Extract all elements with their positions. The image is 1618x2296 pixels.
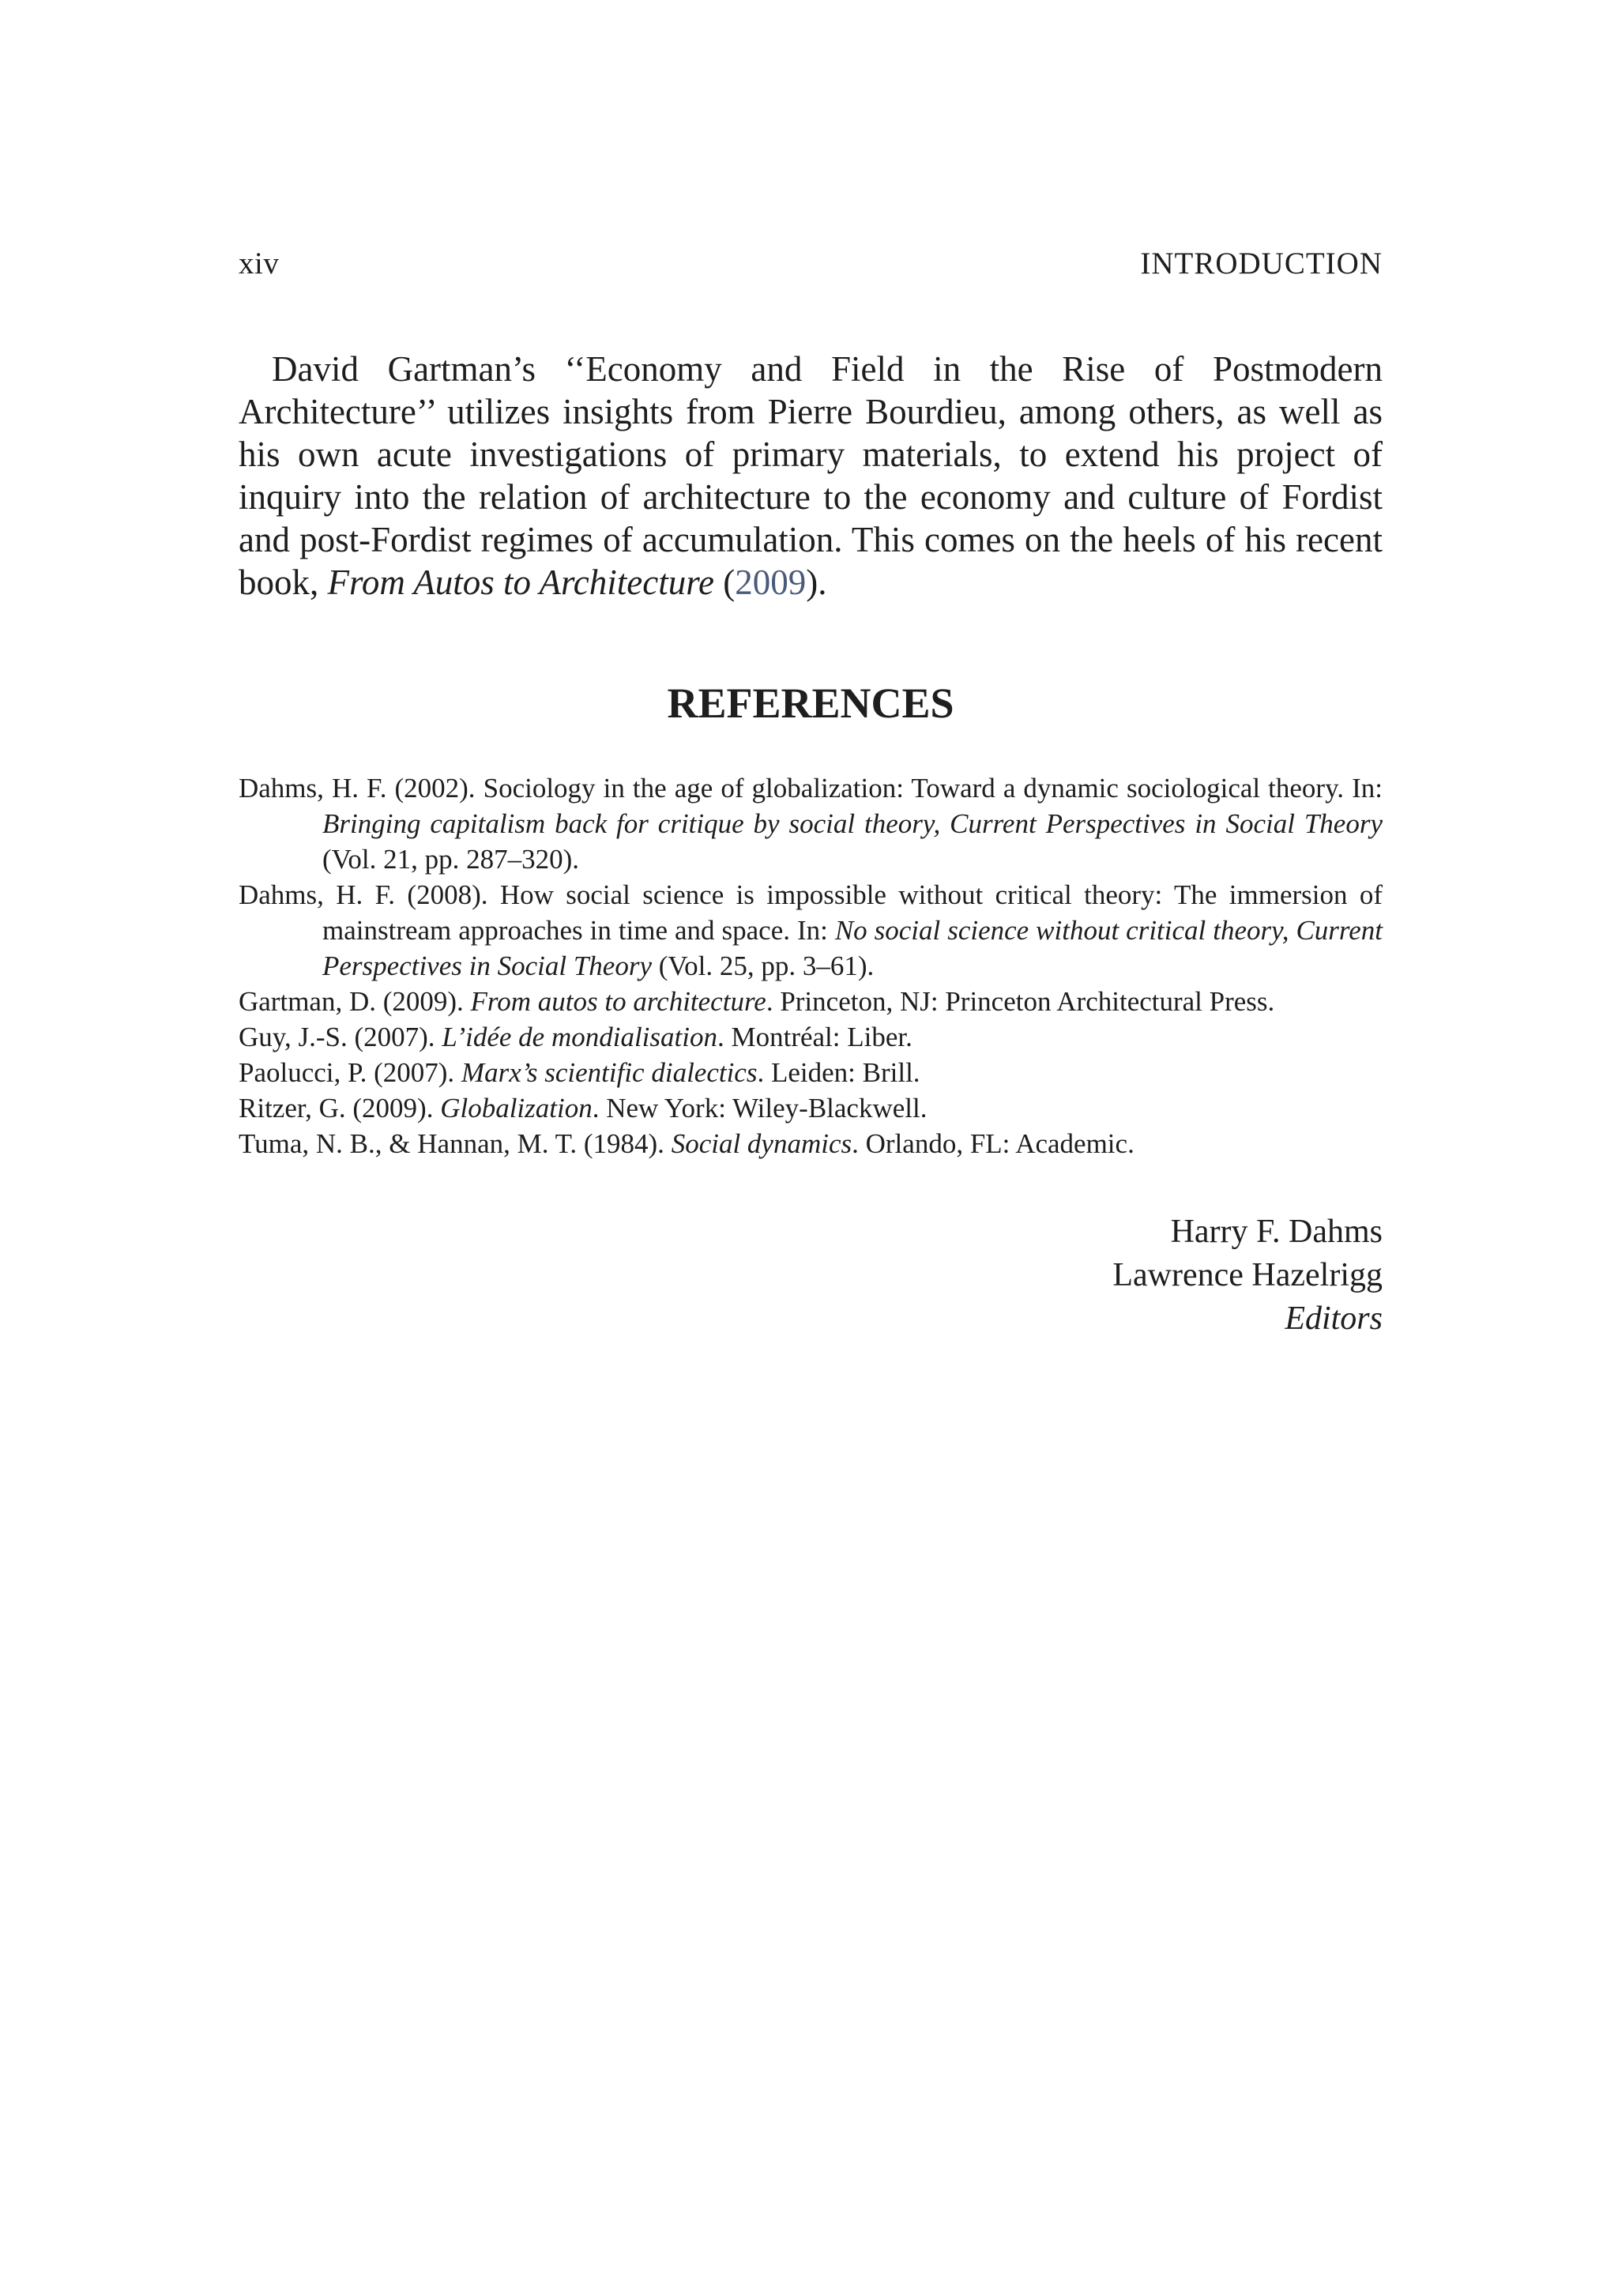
paragraph-text: David Gartman’s ‘‘Economy and Field in the Rise of Postmodern Architecture’’ utilizes insights from Pierre Bourdieu, among others, as well as his own acute investigations of primary materials, to extend his project of inquiry into the relation of architecture to the economy and culture of Fordist and post-Fordist regimes of accumulation. This comes on the heels of his recent book, <box>239 349 1383 602</box>
reference-text: (Vol. 21, pp. 287–320). <box>322 844 580 875</box>
reference-text: . Princeton, NJ: Princeton Architectural Press. <box>766 986 1275 1017</box>
reference-italic-title: Social dynamics <box>671 1128 852 1159</box>
reference-text: Dahms, H. F. (2002). Sociology in the age of globalization: Toward a dynamic sociological theory. In: <box>239 773 1383 804</box>
book-title: From Autos to Architecture <box>327 563 715 602</box>
editors-role: Editors <box>1285 1300 1383 1337</box>
reference-item <box>239 984 1383 1019</box>
editor-name: Lawrence Hazelrigg <box>1112 1257 1383 1293</box>
reference-italic-title: No social science without critical theory, Current Perspectives in Social Theory <box>322 915 1383 981</box>
citation-open: ( <box>714 563 736 602</box>
reference-list <box>239 770 1383 1161</box>
reference-item <box>239 1055 1383 1090</box>
references-heading: REFERENCES <box>667 679 954 727</box>
reference-text: Ritzer, G. (2009). <box>239 1093 441 1124</box>
reference-item <box>239 877 1383 984</box>
reference-item <box>239 1019 1383 1055</box>
reference-text: (Vol. 25, pp. 3–61). <box>651 950 875 981</box>
reference-item <box>239 1090 1383 1126</box>
citation-close: ). <box>806 563 827 602</box>
reference-text: . Leiden: Brill. <box>757 1057 920 1088</box>
reference-italic-title: Marx’s scientific dialectics <box>461 1057 758 1088</box>
page-number: xiv <box>239 247 280 280</box>
intro-paragraph <box>239 348 1383 604</box>
section-title: INTRODUCTION <box>1140 247 1383 280</box>
reference-italic-title: Globalization <box>440 1093 593 1124</box>
reference-item <box>239 1126 1383 1161</box>
reference-text: Dahms, H. F. (2008). How social science is impossible without critical theory: The immersion of mainstream approaches in time and space. In: <box>239 879 1383 946</box>
reference-italic-title: Bringing capitalism back for critique by social theory, Current Perspectives in Social Theory <box>322 808 1383 839</box>
reference-italic-title: L’idée de mondialisation <box>442 1022 717 1052</box>
reference-item <box>239 770 1383 877</box>
reference-text: . Montréal: Liber. <box>717 1022 912 1052</box>
reference-text: Guy, J.-S. (2007). <box>239 1022 442 1052</box>
reference-text: Gartman, D. (2009). <box>239 986 471 1017</box>
citation-link-2009[interactable]: 2009 <box>735 563 807 602</box>
reference-text: Tuma, N. B., & Hannan, M. T. (1984). <box>239 1128 672 1159</box>
editor-name: Harry F. Dahms <box>1170 1214 1383 1250</box>
reference-text: . Orlando, FL: Academic. <box>852 1128 1134 1159</box>
reference-text: . New York: Wiley-Blackwell. <box>592 1093 928 1124</box>
reference-text: Paolucci, P. (2007). <box>239 1057 461 1088</box>
editors-signature <box>1112 1210 1383 1341</box>
reference-italic-title: From autos to architecture <box>470 986 766 1017</box>
running-head <box>239 243 1383 284</box>
